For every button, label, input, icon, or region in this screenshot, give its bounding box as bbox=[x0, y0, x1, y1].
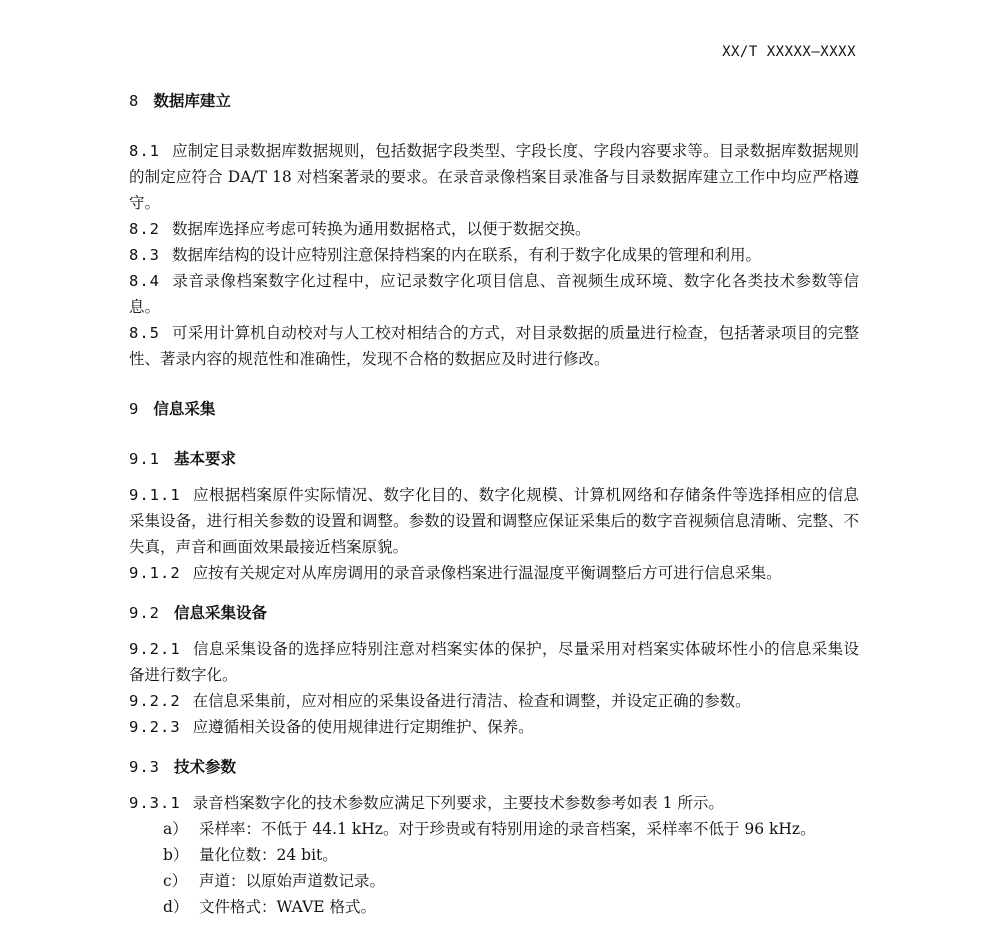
standard-code: XX/T XXXXX—XXXX bbox=[722, 44, 856, 60]
clause-9-2-2: 9.2.2 在信息采集前，应对相应的采集设备进行清洁、检查和调整，并设定正确的参数。 bbox=[129, 692, 751, 710]
document-body bbox=[129, 88, 859, 920]
list-item-d: d） 文件格式：WAVE 格式。 bbox=[163, 898, 377, 916]
subsection-heading-9-1: 9.1 基本要求 bbox=[129, 450, 237, 468]
clause-9-1-2: 9.1.2 应按有关规定对从库房调用的录音录像档案进行温湿度平衡调整后方可进行信息采集。 bbox=[129, 564, 782, 582]
subsection-heading-9-2: 9.2 信息采集设备 bbox=[129, 604, 268, 622]
subsection-heading-9-3: 9.3 技术参数 bbox=[129, 758, 237, 776]
clause-8-1: 8.1 应制定目录数据库数据规则，包括数据字段类型、字段长度、字段内容要求等。目录数据库数据规则的制定应符合 DA/T 18 对档案著录的要求。在录音录像档案目录准备与目录数据库建立工作中均应严格遵守。 bbox=[129, 142, 859, 212]
list-item-c: c） 声道：以原始声道数记录。 bbox=[163, 872, 386, 890]
clause-9-2-3: 9.2.3 应遵循相关设备的使用规律进行定期维护、保养。 bbox=[129, 718, 534, 736]
clause-8-2: 8.2 数据库选择应考虑可转换为通用数据格式，以便于数据交换。 bbox=[129, 220, 591, 238]
clause-9-1-1: 9.1.1 应根据档案原件实际情况、数字化目的、数字化规模、计算机网络和存储条件等选择相应的信息采集设备，进行相关参数的设置和调整。参数的设置和调整应保证采集后的数字音视频信息清晰、完整、不失真，声音和画面效果最接近档案原貌。 bbox=[129, 486, 859, 556]
clause-8-3: 8.3 数据库结构的设计应特别注意保持档案的内在联系，有利于数字化成果的管理和利用。 bbox=[129, 246, 762, 264]
clause-9-3-1: 9.3.1 录音档案数字化的技术参数应满足下列要求，主要技术参数参考如表 1 所示。 bbox=[129, 794, 724, 812]
list-item-b: b） 量化位数：24 bit。 bbox=[163, 846, 338, 864]
list-item-a: a） 采样率：不低于 44.1 kHz。对于珍贵或有特别用途的录音档案，采样率不低于 96 kHz。 bbox=[163, 820, 816, 838]
section-heading-8: 8 数据库建立 bbox=[129, 92, 231, 110]
clause-9-2-1: 9.2.1 信息采集设备的选择应特别注意对档案实体的保护，尽量采用对档案实体破坏性小的信息采集设备进行数字化。 bbox=[129, 640, 859, 684]
clause-8-5: 8.5 可采用计算机自动校对与人工校对相结合的方式，对目录数据的质量进行检查，包括著录项目的完整性、著录内容的规范性和准确性，发现不合格的数据应及时进行修改。 bbox=[129, 324, 859, 368]
clause-8-4: 8.4 录音录像档案数字化过程中，应记录数字化项目信息、音视频生成环境、数字化各类技术参数等信息。 bbox=[129, 272, 859, 316]
section-heading-9: 9 信息采集 bbox=[129, 400, 216, 418]
